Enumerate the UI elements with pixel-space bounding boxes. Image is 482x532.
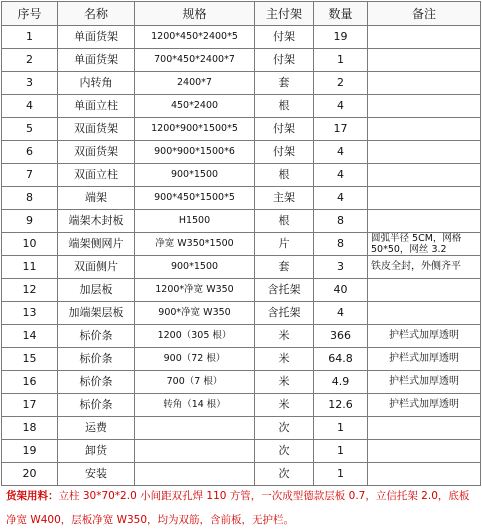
- cell-index: 1: [2, 26, 58, 49]
- cell-quantity: 3: [314, 256, 368, 279]
- cell-name: 端架侧网片: [58, 233, 135, 256]
- table-row: [2, 141, 481, 164]
- cell-index: 19: [2, 440, 58, 463]
- cell-unit: 付架: [255, 118, 314, 141]
- cell-unit: 根: [255, 95, 314, 118]
- cell-spec: [135, 417, 255, 440]
- cell-index: 7: [2, 164, 58, 187]
- table-row: [2, 279, 481, 302]
- cell-unit: 米: [255, 371, 314, 394]
- cell-name: 端架: [58, 187, 135, 210]
- cell-unit: 米: [255, 394, 314, 417]
- cell-unit: 付架: [255, 49, 314, 72]
- cell-index: 8: [2, 187, 58, 210]
- cell-unit: 次: [255, 440, 314, 463]
- cell-spec: 900（72 根）: [135, 348, 255, 371]
- cell-unit: 米: [255, 348, 314, 371]
- cell-quantity: 40: [314, 279, 368, 302]
- cell-name: 双面侧片: [58, 256, 135, 279]
- inventory-table: [1, 1, 481, 486]
- cell-notes: 圆弧半径 5CM，网格 50*50，网丝 3.2: [368, 233, 481, 256]
- cell-quantity: 1: [314, 49, 368, 72]
- cell-quantity: 1: [314, 440, 368, 463]
- cell-index: 20: [2, 463, 58, 486]
- cell-notes: 护栏式加厚透明: [368, 325, 481, 348]
- cell-unit: 付架: [255, 26, 314, 49]
- table-row: [2, 95, 481, 118]
- cell-notes: [368, 141, 481, 164]
- table-row: [2, 440, 481, 463]
- cell-spec: 900*1500: [135, 256, 255, 279]
- cell-index: 14: [2, 325, 58, 348]
- cell-quantity: 4: [314, 95, 368, 118]
- cell-quantity: 19: [314, 26, 368, 49]
- cell-spec: 450*2400: [135, 95, 255, 118]
- table-row: [2, 26, 481, 49]
- cell-index: 15: [2, 348, 58, 371]
- cell-notes: [368, 187, 481, 210]
- header-spec: 规格: [135, 2, 255, 26]
- cell-spec: H1500: [135, 210, 255, 233]
- cell-name: 内转角: [58, 72, 135, 95]
- cell-notes: [368, 118, 481, 141]
- table-row: [2, 371, 481, 394]
- table-row: [2, 302, 481, 325]
- cell-quantity: 366: [314, 325, 368, 348]
- cell-unit: 套: [255, 256, 314, 279]
- cell-name: 加层板: [58, 279, 135, 302]
- table-row: [2, 325, 481, 348]
- cell-quantity: 8: [314, 233, 368, 256]
- cell-notes: [368, 26, 481, 49]
- cell-name: 单面货架: [58, 26, 135, 49]
- cell-notes: 护栏式加厚透明: [368, 394, 481, 417]
- table-row: [2, 164, 481, 187]
- cell-unit: 片: [255, 233, 314, 256]
- table-row: [2, 394, 481, 417]
- cell-notes: 铁皮全封，外侧齐平: [368, 256, 481, 279]
- cell-spec: 900*净宽 W350: [135, 302, 255, 325]
- cell-index: 18: [2, 417, 58, 440]
- header-name: 名称: [58, 2, 135, 26]
- cell-quantity: 1: [314, 463, 368, 486]
- cell-name: 标价条: [58, 394, 135, 417]
- cell-spec: 1200*900*1500*5: [135, 118, 255, 141]
- material-note-label: 货架用料：: [6, 490, 59, 502]
- cell-name: 标价条: [58, 371, 135, 394]
- table-row: [2, 463, 481, 486]
- cell-quantity: 4: [314, 164, 368, 187]
- cell-spec: 净宽 W350*1500: [135, 233, 255, 256]
- cell-spec: 1200*净宽 W350: [135, 279, 255, 302]
- cell-spec: 2400*7: [135, 72, 255, 95]
- cell-notes: [368, 417, 481, 440]
- cell-index: 10: [2, 233, 58, 256]
- cell-notes: [368, 49, 481, 72]
- cell-index: 17: [2, 394, 58, 417]
- cell-unit: 主架: [255, 187, 314, 210]
- cell-name: 标价条: [58, 325, 135, 348]
- material-note: [6, 484, 476, 532]
- cell-name: 单面立柱: [58, 95, 135, 118]
- cell-index: 13: [2, 302, 58, 325]
- cell-spec: 1200（305 根）: [135, 325, 255, 348]
- cell-spec: 900*900*1500*6: [135, 141, 255, 164]
- header-index: 序号: [2, 2, 58, 26]
- cell-unit: 套: [255, 72, 314, 95]
- cell-notes: 护栏式加厚透明: [368, 371, 481, 394]
- cell-spec: 900*1500: [135, 164, 255, 187]
- cell-name: 加端架层板: [58, 302, 135, 325]
- table-row: [2, 49, 481, 72]
- cell-index: 6: [2, 141, 58, 164]
- table-row: [2, 256, 481, 279]
- cell-quantity: 4: [314, 141, 368, 164]
- header-quantity: 数量: [314, 2, 368, 26]
- cell-notes: [368, 440, 481, 463]
- cell-name: 标价条: [58, 348, 135, 371]
- cell-unit: 含托架: [255, 302, 314, 325]
- cell-index: 4: [2, 95, 58, 118]
- cell-index: 16: [2, 371, 58, 394]
- table-row: [2, 233, 481, 256]
- cell-name: 双面货架: [58, 118, 135, 141]
- cell-notes: [368, 279, 481, 302]
- cell-spec: 700*450*2400*7: [135, 49, 255, 72]
- cell-quantity: 2: [314, 72, 368, 95]
- cell-notes: 护栏式加厚透明: [368, 348, 481, 371]
- table-row: [2, 72, 481, 95]
- cell-index: 2: [2, 49, 58, 72]
- cell-quantity: 4: [314, 302, 368, 325]
- cell-unit: 根: [255, 210, 314, 233]
- cell-quantity: 4: [314, 187, 368, 210]
- cell-notes: [368, 302, 481, 325]
- cell-name: 双面货架: [58, 141, 135, 164]
- cell-notes: [368, 164, 481, 187]
- cell-unit: 次: [255, 463, 314, 486]
- table-row: [2, 210, 481, 233]
- cell-notes: [368, 463, 481, 486]
- cell-unit: 根: [255, 164, 314, 187]
- cell-name: 卸货: [58, 440, 135, 463]
- header-unit: 主付架: [255, 2, 314, 26]
- cell-spec: [135, 463, 255, 486]
- cell-unit: 次: [255, 417, 314, 440]
- cell-quantity: 1: [314, 417, 368, 440]
- cell-quantity: 17: [314, 118, 368, 141]
- cell-index: 11: [2, 256, 58, 279]
- table-row: [2, 417, 481, 440]
- table-row: [2, 187, 481, 210]
- cell-quantity: 64.8: [314, 348, 368, 371]
- cell-unit: 含托架: [255, 279, 314, 302]
- cell-index: 12: [2, 279, 58, 302]
- table-row: [2, 348, 481, 371]
- cell-quantity: 4.9: [314, 371, 368, 394]
- cell-index: 5: [2, 118, 58, 141]
- cell-notes: [368, 95, 481, 118]
- table-header-row: [2, 2, 481, 26]
- material-note-text: 立柱 30*70*2.0 小间距双孔焊 110 方管，一次成型德款层板 0.7，立信托架 2.0，底板净宽 W400，层板净宽 W350，均为双筋，含前板，无护栏。: [6, 490, 470, 526]
- cell-name: 双面立柱: [58, 164, 135, 187]
- cell-notes: [368, 210, 481, 233]
- cell-index: 3: [2, 72, 58, 95]
- cell-spec: 1200*450*2400*5: [135, 26, 255, 49]
- cell-name: 端架木封板: [58, 210, 135, 233]
- cell-spec: 转角（14 根）: [135, 394, 255, 417]
- header-notes: 备注: [368, 2, 481, 26]
- cell-unit: 付架: [255, 141, 314, 164]
- cell-name: 运费: [58, 417, 135, 440]
- cell-index: 9: [2, 210, 58, 233]
- cell-name: 单面货架: [58, 49, 135, 72]
- table-row: [2, 118, 481, 141]
- cell-spec: 900*450*1500*5: [135, 187, 255, 210]
- cell-notes: [368, 72, 481, 95]
- cell-unit: 米: [255, 325, 314, 348]
- cell-quantity: 8: [314, 210, 368, 233]
- cell-spec: [135, 440, 255, 463]
- cell-spec: 700（7 根）: [135, 371, 255, 394]
- cell-quantity: 12.6: [314, 394, 368, 417]
- cell-name: 安装: [58, 463, 135, 486]
